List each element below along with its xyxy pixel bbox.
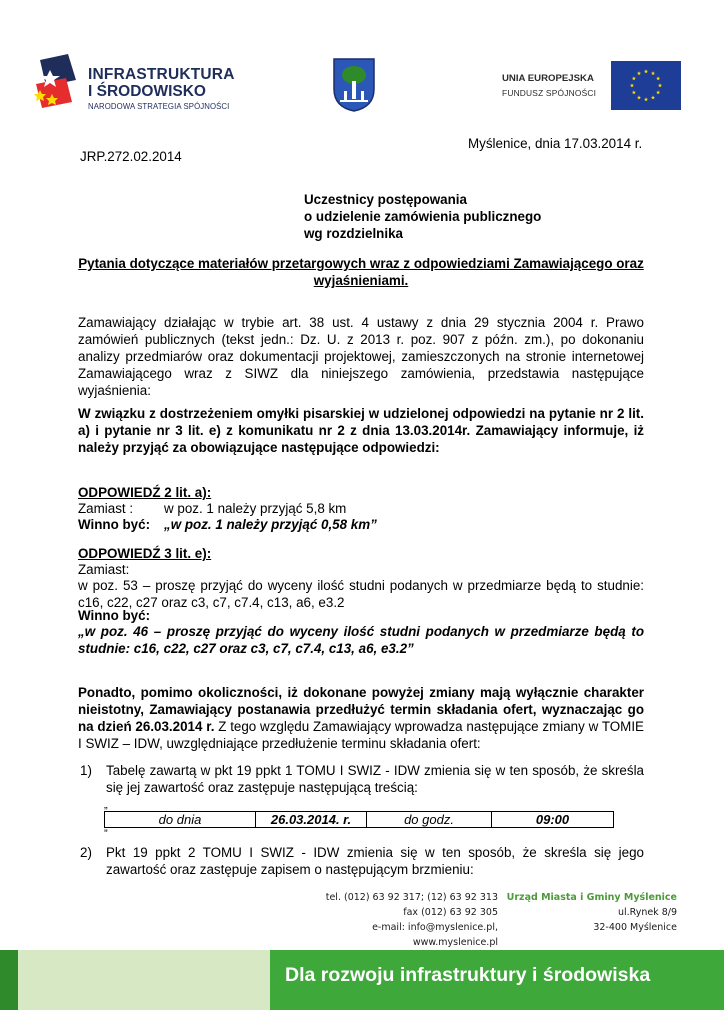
coat-of-arms-icon <box>332 57 376 113</box>
reference-number: JRP.272.02.2014 <box>80 149 182 164</box>
office-city: 32-400 Myślenice <box>593 922 677 933</box>
eu-flag-icon <box>611 61 681 110</box>
answer1-should-text: „w poz. 1 należy przyjąć 0,58 km” <box>164 517 377 532</box>
eu-fund-label: FUNDUSZ SPÓJNOŚCI <box>502 88 597 98</box>
answer2-instead-label: Zamiast: <box>78 562 130 577</box>
item2-number: 2) <box>80 845 92 860</box>
logo-line-1: INFRASTRUKTURA <box>88 66 235 83</box>
intro-paragraph: Zamawiający działając w trybie art. 38 ust. 4 ustawy z dnia 29 stycznia 2004 r. Prawo zamówień publicznych (tekst jedn.: Dz. U. z 2013 r. poz. 907 z późn. zm.), po dokonaniu analizy przedmiarów oraz dokumentacji projektowej, zamieszczonych na stronie internetowej Zamawiającego wraz z SIWZ dla niniejszego zamówienia, przedstawia następujące wyjaśnienia: <box>78 315 644 398</box>
item1-text: Tabelę zawartą w pkt 19 ppkt 1 TOMU I SWIZ - IDW zmienia się w ten sposób, że skreśla się jej zawartość oraz zastępuje następującą treścią: <box>106 763 644 795</box>
extension-bold: Ponadto, pomimo okoliczności, iż dokonane powyżej zmiany mają wyłącznie charakter nieistotny, Zamawiający postanawia przedłużyć termin składania ofert, wyznaczając go na dzień 26.03.2014 r. <box>78 685 644 734</box>
place-date: Myślenice, dnia 17.03.2014 r. <box>468 136 643 151</box>
contact-email[interactable]: e-mail: info@myslenice.pl, www.myslenice.pl <box>372 922 498 948</box>
recipient-line: Uczestnicy postępowania <box>304 192 467 207</box>
table-cell-date: 26.03.2014. r. <box>256 812 367 828</box>
recipient-line: wg rozdzielnika <box>304 226 403 241</box>
answer1-should-label: Winno być: <box>78 517 151 532</box>
contact-phone: tel. (012) 63 92 317; (12) 63 92 313 <box>325 892 498 903</box>
contact-block <box>300 890 498 950</box>
table-cell-label: do dnia <box>105 812 256 828</box>
recipient-line: o udzielenie zamówienia publicznego <box>304 209 542 224</box>
eu-label: UNIA EUROPEJSKA <box>502 73 594 84</box>
quote-open: „ <box>104 799 108 811</box>
item2-text: Pkt 19 ppkt 2 TOMU I SWIZ - IDW zmienia się w ten sposób, że skreśla się jego zawartość oraz zastępuje zapisem o następującym brzmieniu: <box>106 845 644 877</box>
office-block <box>480 890 677 935</box>
extension-paragraph <box>78 684 644 752</box>
subject: Pytania dotyczące materiałów przetargowych wraz z odpowiedziami Zamawiającego oraz wyjaśnieniami. <box>78 256 644 288</box>
table-row <box>105 812 614 828</box>
table-cell-time-label: do godz. <box>367 812 492 828</box>
table-cell-time: 09:00 <box>492 812 614 828</box>
notice-paragraph: W związku z dostrzeżeniem omyłki pisarskiej w udzielonej odpowiedzi na pytanie nr 2 lit. a) i pytanie nr 3 lit. e) z komunikatu nr 2 z dnia 13.03.2014r. Zamawiający informuje, iż należy przyjąć za obowiązujące następujące odpowiedzi: <box>78 406 644 455</box>
quote-close: ” <box>104 828 108 840</box>
answer1-instead-label: Zamiast : <box>78 501 134 516</box>
office-name: Urząd Miasta i Gminy Myślenice <box>506 892 677 903</box>
recipients-block <box>304 191 541 242</box>
flag-stars-icon <box>32 50 86 116</box>
contact-fax: fax (012) 63 92 305 <box>403 907 498 918</box>
answer2-heading: ODPOWIEDŹ 3 lit. e): <box>78 546 212 561</box>
extension-normal: Z tego względu Zamawiający wprowadza następujące zmiany w TOMIE I SWIZ – IDW, uwzględniające przedłużenie terminu składania ofert: <box>78 719 644 751</box>
answer2-should-text: „w poz. 46 – proszę przyjąć do wyceny ilość studni podanych w przedmiarze będą to studnie: c16, c22, c27 oraz c3, c7, c7.4, c13, a6, e3.2” <box>78 624 644 656</box>
office-street: ul.Rynek 8/9 <box>617 907 677 918</box>
answer2-should-label: Winno być: <box>78 608 151 623</box>
answer2-instead-text: w poz. 53 – proszę przyjąć do wyceny ilość studni podanych w przedmiarze będą to studnie: c16, c22, c27 oraz c3, c7, c7.4, c13, a6, e3.2 <box>78 578 644 610</box>
answer1-heading: ODPOWIEDŹ 2 lit. a): <box>78 485 212 500</box>
logo-line-2: I ŚRODOWISKO <box>88 83 206 100</box>
item1-number: 1) <box>80 763 92 778</box>
answer1-instead-text: w poz. 1 należy przyjąć 5,8 km <box>164 501 347 516</box>
banner-slogan: Dla rozwoju infrastruktury i środowiska <box>285 964 651 986</box>
logo-line-3: NARODOWA STRATEGIA SPÓJNOŚCI <box>88 102 230 111</box>
footer-banner <box>0 950 724 1010</box>
infrastruktura-logo <box>32 50 252 116</box>
deadline-table <box>104 811 614 828</box>
